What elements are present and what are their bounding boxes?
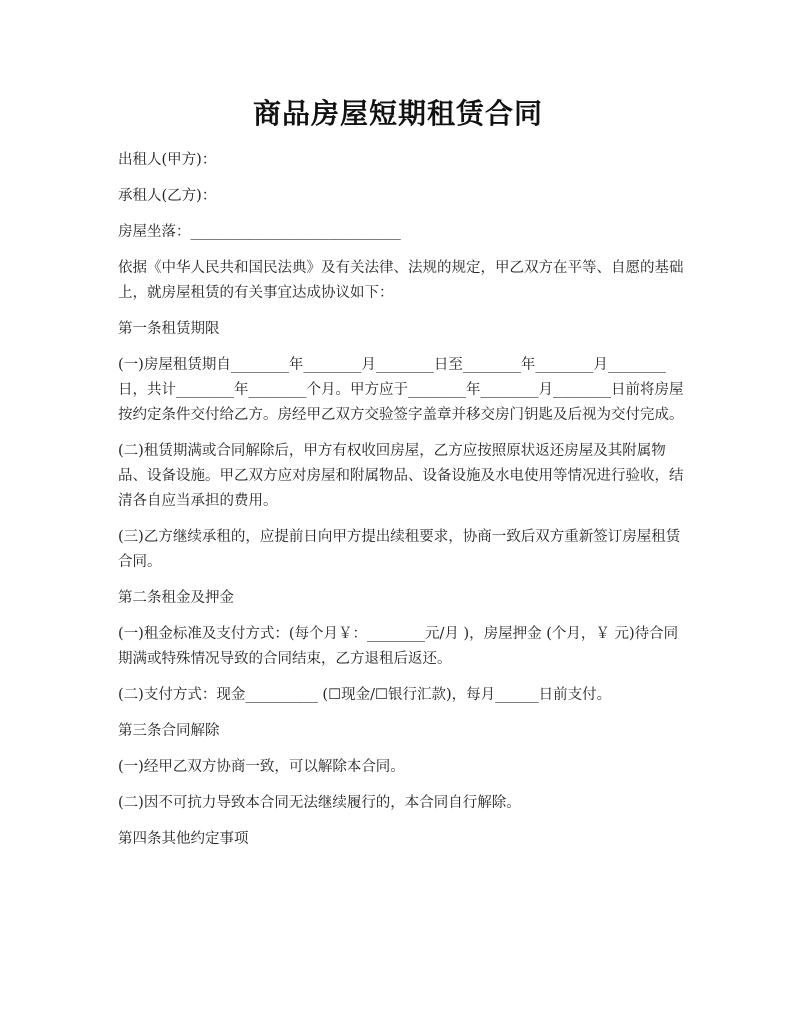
article1-clause2: (二)租赁期满或合同解除后，甲方有权收回房屋，乙方应按照原状返还房屋及其附属物品、设备设施。甲乙双方应对房屋和附属物品、设备设施及水电使用等情况进行验收，结清各自应当承担的费用。: [118, 443, 684, 509]
lessor-line: 出租人(甲方)：: [118, 152, 217, 168]
article2-heading: 第二条租金及押金: [118, 590, 234, 606]
article3-clause2: (二)因不可抗力导致本合同无法继续履行的，本合同自行解除。: [118, 795, 521, 811]
article2-clause2: (二)支付方式：现金__________ (☐现金/☐银行汇款)，每月______日前支付。: [118, 687, 612, 703]
article2-clause1: (一)租金标准及支付方式：(每个月￥：________元/月 )，房屋押金 (个月，￥ 元)待合同期满或特殊情况导致的合同结束，乙方退租后返还。: [118, 626, 679, 667]
lessee-line: 承租人(乙方)：: [118, 188, 217, 204]
document-body: [118, 148, 684, 863]
article3-heading: 第三条合同解除: [118, 723, 220, 739]
article3-clause1: (一)经甲乙双方协商一致，可以解除本合同。: [118, 759, 405, 775]
article1-clause3: (三)乙方继续承租的，应提前日向甲方提出续租要求，协商一致后双方重新签订房屋租赁合同。: [118, 529, 681, 570]
preamble-paragraph: 依据《中华人民共和国民法典》及有关法律、法规的规定，甲乙双方在平等、自愿的基础上，就房屋租赁的有关事宜达成协议如下：: [118, 260, 684, 301]
article1-heading: 第一条租赁期限: [118, 321, 220, 337]
location-line: 房屋坐落：_____________________________: [118, 224, 401, 240]
article4-heading: 第四条其他约定事项: [118, 831, 249, 847]
document-title: 商品房屋短期租赁合同: [252, 97, 543, 130]
article1-clause1: (一)房屋租赁期自________年________月________日至________年________月________日，共计________年________个月。甲方应于________年________月________日前将房屋按约定条件交付给乙方。房经甲乙双方交验签字盖章并移交房门钥匙及后视为交付完成。: [118, 357, 684, 423]
